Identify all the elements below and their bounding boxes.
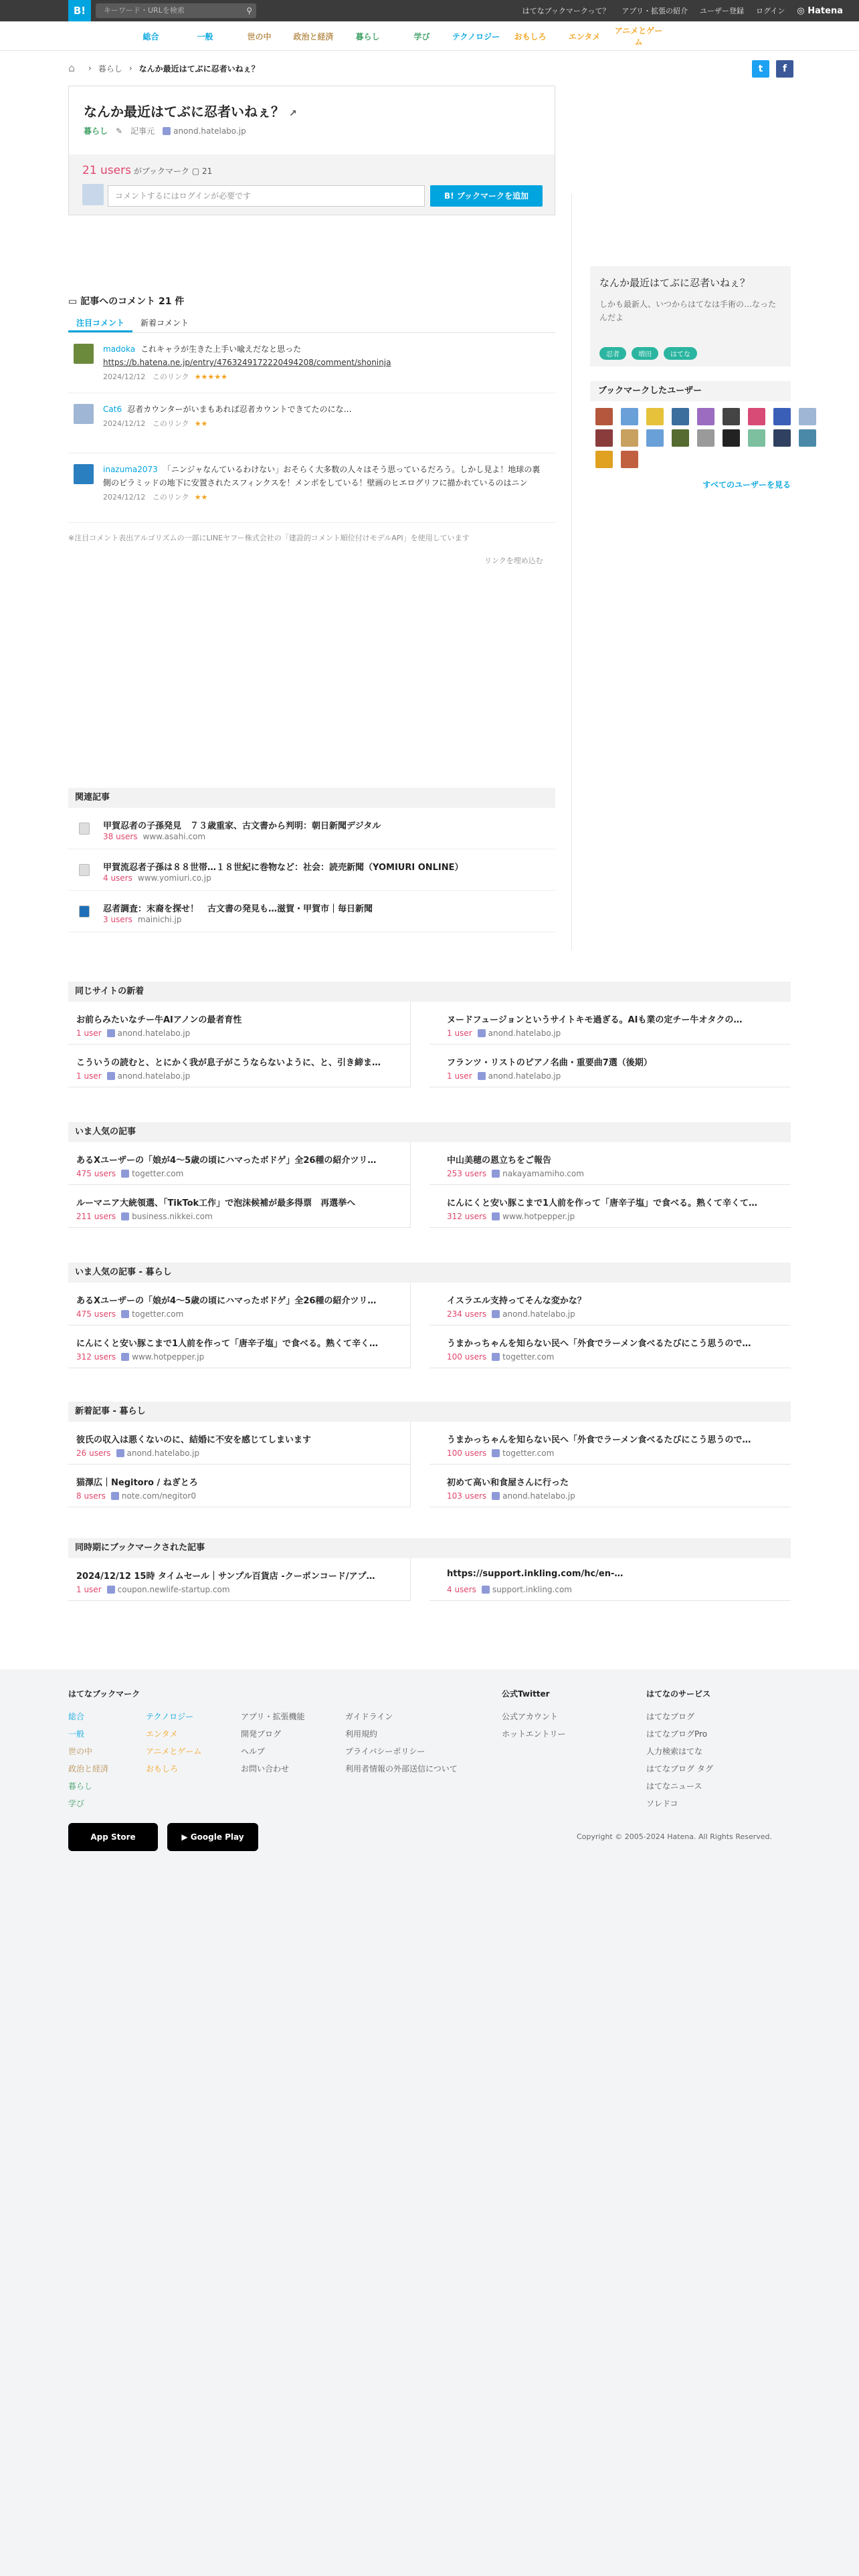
tag[interactable]: はてな <box>664 347 697 360</box>
nav-category[interactable]: アニメとゲーム <box>614 26 663 47</box>
related-item <box>68 849 555 891</box>
entry-title[interactable]: うまかっちゃんを知らない民へ「外食でラーメン食べるたびにこう思うので… <box>447 1339 751 1349</box>
entry-title[interactable]: 中山美穂の恩立ちをご報告 <box>447 1156 552 1166</box>
favicon-icon <box>107 1072 115 1080</box>
bookmark-user-icon[interactable] <box>621 451 638 468</box>
footer-link-総合[interactable]: 総合 <box>68 1712 85 1721</box>
entry-domain[interactable]: coupon.newlife-startup.com <box>117 1585 230 1594</box>
top-bar <box>0 0 859 21</box>
entry-category[interactable]: 暮らし <box>84 126 108 136</box>
entry-title[interactable]: ルーマニア大統領選、「TikTok工作」で泡沫候補が最多得票 再選挙へ <box>76 1198 356 1208</box>
bookmark-user-icon[interactable] <box>799 408 816 425</box>
all-users-link[interactable]: すべてのユーザーを見る <box>702 480 791 490</box>
section-heading: いま人気の記事 <box>68 1122 791 1142</box>
section-heading: 同時期にブックマークされた記事 <box>68 1538 791 1558</box>
section-heading: いま人気の記事 - 暮らし <box>68 1263 791 1283</box>
entry-box: なんか最近はてぶに忍者いねぇ？ ↗ 暮らし ✎ 記事元 anond.hatelabo.jp 21 users がブックマーク ▢ 21 コメントするにはログインが必要です B! ブックマークを追加 <box>68 86 555 215</box>
entry-item <box>68 1465 411 1507</box>
footer-link[interactable]: ヘルプ <box>241 1747 266 1756</box>
entry-users[interactable]: 103 users <box>447 1491 487 1501</box>
favicon-icon <box>116 1449 124 1457</box>
tab-new-comments[interactable]: 新着コメント <box>140 318 189 328</box>
entry-title[interactable]: うまかっちゃんを知らない民へ「外食でラーメン食べるたびにこう思うので… <box>447 1435 751 1445</box>
star-icon[interactable]: ★★ <box>194 419 208 428</box>
comment-text: 忍者カウンターがいまもあれば忍者カウントできてたのにな… <box>127 405 352 414</box>
footer-link[interactable]: 利用規約 <box>345 1729 378 1739</box>
section-heading: 新着記事 - 暮らし <box>68 1402 791 1422</box>
entry-title[interactable]: フランツ・リストのピアノ名曲・重要曲7選（後期） <box>447 1058 652 1068</box>
entry-section <box>68 1402 791 1507</box>
related-users[interactable]: 4 users <box>103 873 132 883</box>
footer-link-政治と経済[interactable]: 政治と経済 <box>68 1764 109 1774</box>
favicon-icon <box>492 1449 500 1457</box>
bookmark-user-icon[interactable] <box>595 408 613 425</box>
footer-link[interactable]: 開発ブログ <box>241 1729 282 1739</box>
bookmark-user-icon[interactable] <box>748 408 765 425</box>
login-link[interactable]: ログイン <box>755 7 785 15</box>
entry-title[interactable]: あるXユーザーの「娘が4～5歳の頃にハマったボドゲ」全26種の紹介ツリ… <box>76 1296 377 1306</box>
comment-permalink[interactable]: このリンク <box>152 372 189 381</box>
nav-category[interactable]: 暮らし <box>355 31 380 41</box>
comment-item <box>68 393 555 453</box>
entry-users[interactable]: 312 users <box>447 1212 487 1221</box>
bookmark-user-icon[interactable] <box>697 429 714 447</box>
entry-domain[interactable]: support.inkling.com <box>492 1585 572 1594</box>
comment-input[interactable]: コメントするにはログインが必要です <box>108 185 425 207</box>
user-avatar-icon[interactable] <box>74 404 94 424</box>
nav-category[interactable]: 一般 <box>197 31 213 41</box>
entry-item <box>68 1185 411 1228</box>
bookmark-user-icon[interactable] <box>595 451 613 468</box>
card-title[interactable]: なんか最近はてぶに忍者いねぇ？ <box>599 277 751 289</box>
entry-domain[interactable]: anond.hatelabo.jp <box>502 1491 575 1501</box>
bookmark-user-icon[interactable] <box>773 408 791 425</box>
footer-link[interactable]: ソレドコ <box>646 1799 678 1808</box>
related-title[interactable]: 忍者調査：末裔を探せ！ 古文書の発見も…滋賀・甲賀市｜毎日新聞 <box>103 904 373 914</box>
entry-item <box>430 1185 791 1228</box>
favicon-icon <box>163 127 171 135</box>
entry-item <box>68 1283 411 1325</box>
users-count[interactable]: 21 users <box>82 164 131 177</box>
register-link[interactable]: ユーザー登録 <box>699 7 744 15</box>
comment-permalink[interactable]: このリンク <box>152 419 189 428</box>
footer-link-学び[interactable]: 学び <box>68 1799 85 1808</box>
entry-domain[interactable]: www.hotpepper.jp <box>132 1352 205 1362</box>
bookmark-user-icon[interactable] <box>672 408 689 425</box>
entry-domain[interactable]: note.com/negitor0 <box>121 1491 196 1501</box>
about-link[interactable]: はてなブックマークって？ <box>522 7 610 15</box>
card-description: しかも最新人、いつからはてなは手術の…なったんだよ <box>599 300 777 322</box>
divider <box>571 194 572 950</box>
comments-section <box>68 294 555 523</box>
comment-user[interactable]: Cat6 <box>103 405 122 414</box>
hatena-bookmark-logo[interactable]: B! <box>68 0 91 21</box>
document-icon <box>79 823 90 835</box>
favicon-icon <box>111 1492 119 1500</box>
star-icon[interactable]: ★★★★★ <box>194 372 227 381</box>
bookmark-user-icon[interactable] <box>646 429 664 447</box>
entry-item <box>430 1002 791 1045</box>
bookmark-user-icon[interactable] <box>748 429 765 447</box>
entry-users[interactable]: 234 users <box>447 1309 487 1319</box>
footer-col-services: はてなのサービス はてなブログ はてなブログPro 人力検索はてな はてなブログ タグ はてなニュース ソレドコ <box>646 1685 713 1812</box>
footer-link-世の中[interactable]: 世の中 <box>68 1747 93 1756</box>
entry-item <box>68 1045 411 1087</box>
nav-category[interactable]: テクノロジー <box>452 31 500 41</box>
footer <box>0 1669 859 2576</box>
footer-col-bookmark: はてなブックマーク 総合 一般 世の中 政治と経済 暮らし 学び <box>68 1685 140 1812</box>
edit-icon[interactable]: ✎ <box>116 126 123 136</box>
comment-date: 2024/12/12 <box>103 493 146 502</box>
entry-users[interactable]: 253 users <box>447 1169 487 1178</box>
bookmark-user-icon[interactable] <box>799 429 816 447</box>
google-play-button[interactable]: ▶ Google Play <box>167 1823 258 1851</box>
nav-category[interactable]: 学び <box>413 31 430 41</box>
comment-icon: ▢ <box>191 167 200 176</box>
bookmark-users-heading: ブックマークしたユーザー <box>590 381 791 401</box>
entry-title[interactable]: 初めて高い和食屋さんに行った <box>447 1478 569 1488</box>
related-domain[interactable]: www.yomiuri.co.jp <box>137 873 211 883</box>
entry-title[interactable]: お前らみたいなチー牛AIアノンの最者育性 <box>76 1015 242 1025</box>
entry-item <box>68 1422 411 1465</box>
twitter-icon[interactable]: t <box>752 60 769 78</box>
entry-source[interactable]: anond.hatelabo.jp <box>173 126 246 136</box>
favicon-icon <box>478 1072 486 1080</box>
entry-title[interactable]: ヌードフュージョンというサイトキモ過ぎる。AIも業の定チー牛オタクの… <box>447 1015 743 1025</box>
home-icon[interactable]: ⌂ <box>68 62 76 74</box>
footer-col-twitter: 公式Twitter 公式アカウント ホットエントリー <box>502 1685 566 1743</box>
entry-users[interactable]: 100 users <box>447 1448 487 1458</box>
comment-count: 21 <box>201 167 213 176</box>
favicon-icon <box>492 1492 500 1500</box>
comment-date: 2024/12/12 <box>103 372 146 381</box>
entry-title[interactable]: イスラエル支持ってそんな変かな？ <box>447 1296 586 1306</box>
entry-domain[interactable]: togetter.com <box>132 1169 184 1178</box>
entry-title[interactable]: 彼氏の収入は悪くないのに、結婚に不安を感じてしまいます <box>76 1435 312 1445</box>
entry-domain[interactable]: anond.hatelabo.jp <box>488 1029 561 1038</box>
app-store-button[interactable]: App Store <box>68 1823 158 1851</box>
comment-url[interactable]: https://b.hatena.ne.jp/entry/4763249172220494208/comment/shoninja <box>103 358 391 367</box>
entry-users[interactable]: 1 user <box>447 1071 472 1081</box>
entry-title[interactable]: にんにくと安い豚こまで1人前を作って「唐辛子塩」で食べる。熟くて辛く… <box>76 1339 379 1349</box>
search-input[interactable] <box>96 3 256 18</box>
entry-users[interactable]: 4 users <box>447 1585 476 1594</box>
tag[interactable]: 忍者 <box>599 347 626 360</box>
entry-title[interactable]: なんか最近はてぶに忍者いねぇ？ <box>84 104 284 120</box>
footer-link-おもしろ[interactable]: おもしろ <box>146 1764 179 1774</box>
footer-link[interactable]: はてなブログPro <box>646 1729 708 1739</box>
entry-domain[interactable]: togetter.com <box>502 1352 555 1362</box>
footer-link[interactable]: はてなブログ <box>646 1712 695 1721</box>
entry-item <box>430 1422 791 1465</box>
breadcrumb-current: なんか最近はてぶに忍者いねぇ？ <box>138 64 260 74</box>
related-domain[interactable]: mainichi.jp <box>137 915 182 924</box>
related-title[interactable]: 甲賀流忍者子孫は８８世帯…１８世紀に巻物など：社会：読売新聞（YOMIURI ONLINE） <box>103 863 464 873</box>
comment-user[interactable]: madoka <box>103 344 136 354</box>
entry-domain[interactable]: anond.hatelabo.jp <box>488 1071 561 1081</box>
footer-link[interactable]: 利用者情報の外部送信について <box>345 1764 458 1774</box>
bookmark-user-icon[interactable] <box>697 408 714 425</box>
entry-users[interactable]: 1 user <box>447 1029 472 1038</box>
bookmark-user-icon[interactable] <box>672 429 689 447</box>
user-icon-grid <box>590 408 791 468</box>
nav-category[interactable]: おもしろ <box>514 31 547 41</box>
related-domain[interactable]: www.asahi.com <box>142 832 206 841</box>
breadcrumb: ⌂ › 暮らし › なんか最近はてぶに忍者いねぇ？ <box>68 62 260 74</box>
related-users[interactable]: 3 users <box>103 915 132 924</box>
footer-link[interactable]: お問い合わせ <box>241 1764 290 1774</box>
footer-link[interactable]: 公式アカウント <box>502 1712 558 1721</box>
bookmark-user-icon[interactable] <box>646 408 664 425</box>
bookmark-user-icon[interactable] <box>723 408 740 425</box>
entry-item <box>68 1558 411 1601</box>
bookmark-user-icon[interactable] <box>621 429 638 447</box>
entry-item <box>430 1283 791 1325</box>
entry-users[interactable]: 475 users <box>76 1309 116 1319</box>
footer-link-エンタメ[interactable]: エンタメ <box>146 1729 178 1739</box>
entry-title[interactable]: 2024/12/12 15時 タイムセール｜サンプル百貨店 -クーポンコード/アプ… <box>76 1572 375 1582</box>
facebook-icon[interactable]: f <box>776 60 793 78</box>
nav-category[interactable]: 総合 <box>142 31 159 41</box>
comment-date: 2024/12/12 <box>103 419 146 428</box>
entry-domain[interactable]: anond.hatelabo.jp <box>117 1071 191 1081</box>
entry-users[interactable]: 100 users <box>447 1352 487 1362</box>
entry-title[interactable]: あるXユーザーの「娘が4～5歳の頃にハマったボドゲ」全26種の紹介ツリ… <box>76 1156 377 1166</box>
entry-users[interactable]: 475 users <box>76 1169 116 1178</box>
entry-domain[interactable]: www.hotpepper.jp <box>502 1212 575 1221</box>
footer-link[interactable]: はてなニュース <box>646 1782 702 1791</box>
nav-category[interactable]: エンタメ <box>568 31 601 41</box>
entry-summary-card <box>590 266 791 366</box>
external-link-icon[interactable]: ↗ <box>288 108 297 119</box>
favicon-icon <box>492 1310 500 1318</box>
search-placeholder: キーワード・URLを検索 <box>104 6 185 15</box>
favicon-icon <box>121 1353 129 1361</box>
entry-item <box>68 1325 411 1368</box>
entry-users[interactable]: 1 user <box>76 1071 102 1081</box>
document-icon <box>79 905 90 918</box>
entry-domain[interactable]: togetter.com <box>502 1448 555 1458</box>
hatena-brand[interactable]: ◎ Hatena <box>797 5 843 16</box>
nav-category[interactable]: 政治と経済 <box>293 31 334 41</box>
footer-link[interactable]: 人力検索はてな <box>646 1747 703 1756</box>
entry-title[interactable]: こういうの読むと、とにかく我が息子がこうならないように、と、引き締ま… <box>76 1058 381 1068</box>
footer-link[interactable]: ガイドライン <box>345 1712 393 1721</box>
entry-item <box>430 1465 791 1507</box>
related-users[interactable]: 38 users <box>103 832 138 841</box>
favicon-icon <box>121 1310 129 1318</box>
nav-category[interactable]: 世の中 <box>247 31 272 41</box>
source-label: 記事元 <box>130 126 155 136</box>
entry-section <box>68 982 791 1087</box>
user-avatar-icon[interactable] <box>74 344 94 364</box>
bookmark-user-icon[interactable] <box>723 429 740 447</box>
entry-item <box>430 1142 791 1185</box>
entry-title[interactable]: にんにくと安い豚こまで1人前を作って「唐辛子塩」で食べる。熟くて辛くて… <box>447 1198 758 1208</box>
comments-heading: 記事へのコメント 21 件 <box>80 296 185 307</box>
entry-domain[interactable]: nakayamamiho.com <box>502 1169 584 1178</box>
footer-col-apps <box>241 1708 305 1778</box>
entry-title[interactable]: https://support.inkling.com/hc/en-… <box>447 1569 624 1579</box>
comment-user[interactable]: inazuma2073 <box>103 465 158 474</box>
document-icon <box>79 864 90 876</box>
comment-text: これキャラが生きた上手い喩えだなと思った <box>140 344 302 354</box>
entry-item <box>430 1325 791 1368</box>
footer-link[interactable]: はてなブログ タグ <box>646 1764 713 1774</box>
embed-link[interactable]: リンクを埋め込む <box>484 556 543 565</box>
footer-link-テクノロジー[interactable]: テクノロジー <box>146 1712 194 1721</box>
sidebar <box>590 266 791 490</box>
bookmark-user-icon[interactable] <box>621 408 638 425</box>
entry-item <box>68 1142 411 1185</box>
section-heading: 同じサイトの新着 <box>68 982 791 1002</box>
breadcrumb-category[interactable]: 暮らし <box>98 64 122 74</box>
favicon-icon <box>121 1212 129 1220</box>
entry-users[interactable]: 211 users <box>76 1212 116 1221</box>
entry-domain[interactable]: anond.hatelabo.jp <box>117 1029 191 1038</box>
entry-domain[interactable]: business.nikkei.com <box>132 1212 213 1221</box>
favicon-icon <box>492 1212 500 1220</box>
footer-link-暮らし[interactable]: 暮らし <box>68 1782 93 1791</box>
entry-users[interactable]: 1 user <box>76 1029 102 1038</box>
star-icon[interactable]: ★★ <box>194 493 208 502</box>
apps-link[interactable]: アプリ・拡張の紹介 <box>622 7 688 15</box>
comment-item <box>68 453 555 523</box>
footnote: ※注目コメント表出アルゴリズムの一部にLINEヤフー株式会社の「建設的コメント順位付けモデルAPI」を使用しています <box>68 534 470 542</box>
footer-col-guides <box>345 1708 458 1778</box>
footer-link-一般[interactable]: 一般 <box>68 1729 85 1739</box>
comment-item <box>68 333 555 393</box>
entry-section <box>68 1538 791 1601</box>
bookmark-user-icon[interactable] <box>773 429 791 447</box>
footer-link-アニメとゲーム[interactable]: アニメとゲーム <box>146 1747 202 1756</box>
entry-users[interactable]: 1 user <box>76 1585 102 1594</box>
entry-domain[interactable]: togetter.com <box>132 1309 184 1319</box>
share-buttons <box>752 60 793 78</box>
search-icon[interactable]: ⚲ <box>246 6 252 15</box>
related-item <box>68 891 555 932</box>
comment-text: 「ニンジャなんているわけない」おそらく大多数の人々はそう思っているだろう。しかし見よ！地球の裏側のピラミッドの地下に安置されたスフィンクスを！メンポをしている！壁画のヒエログリフに描かれているのはニン <box>103 465 541 488</box>
tab-featured-comments[interactable]: 注目コメント <box>68 313 132 332</box>
entry-section <box>68 1263 791 1368</box>
category-nav <box>0 21 859 51</box>
entry-section <box>68 1122 791 1228</box>
entry-domain[interactable]: anond.hatelabo.jp <box>126 1448 200 1458</box>
entry-item <box>430 1045 791 1087</box>
entry-users[interactable]: 26 users <box>76 1448 111 1458</box>
comment-permalink[interactable]: このリンク <box>152 493 189 502</box>
entry-users[interactable]: 8 users <box>76 1491 106 1501</box>
bookmark-user-icon[interactable] <box>595 429 613 447</box>
related-section <box>68 788 555 932</box>
favicon-icon <box>492 1353 500 1361</box>
footer-link[interactable]: ホットエントリー <box>502 1729 566 1739</box>
footer-link[interactable]: プライバシーポリシー <box>345 1747 425 1756</box>
tag[interactable]: 増田 <box>632 347 658 360</box>
favicon-icon <box>492 1170 500 1178</box>
user-avatar-icon[interactable] <box>74 464 94 484</box>
footer-col-categories <box>146 1708 201 1778</box>
entry-users[interactable]: 312 users <box>76 1352 116 1362</box>
add-bookmark-button[interactable]: B! ブックマークを追加 <box>430 185 543 207</box>
entry-item <box>68 1002 411 1045</box>
favicon-icon <box>478 1029 486 1037</box>
footer-link[interactable]: アプリ・拡張機能 <box>241 1712 305 1721</box>
entry-item <box>430 1558 791 1601</box>
copyright: Copyright © 2005-2024 Hatena. All Rights Reserved. <box>577 1832 773 1841</box>
related-item <box>68 808 555 849</box>
related-title[interactable]: 甲賀忍者の子孫発見 ７３歳重家、古文書から判明：朝日新聞デジタル <box>103 821 381 831</box>
comment-heading-icon: ▭ <box>68 296 78 307</box>
related-heading: 関連記事 <box>68 788 555 808</box>
favicon-icon <box>107 1586 115 1594</box>
favicon-icon <box>121 1170 129 1178</box>
entry-domain[interactable]: anond.hatelabo.jp <box>502 1309 575 1319</box>
favicon-icon <box>107 1029 115 1037</box>
avatar <box>82 184 104 205</box>
favicon-icon <box>482 1586 490 1594</box>
entry-title[interactable]: 猫澤広｜Negitoro / ねぎとろ <box>76 1478 198 1488</box>
